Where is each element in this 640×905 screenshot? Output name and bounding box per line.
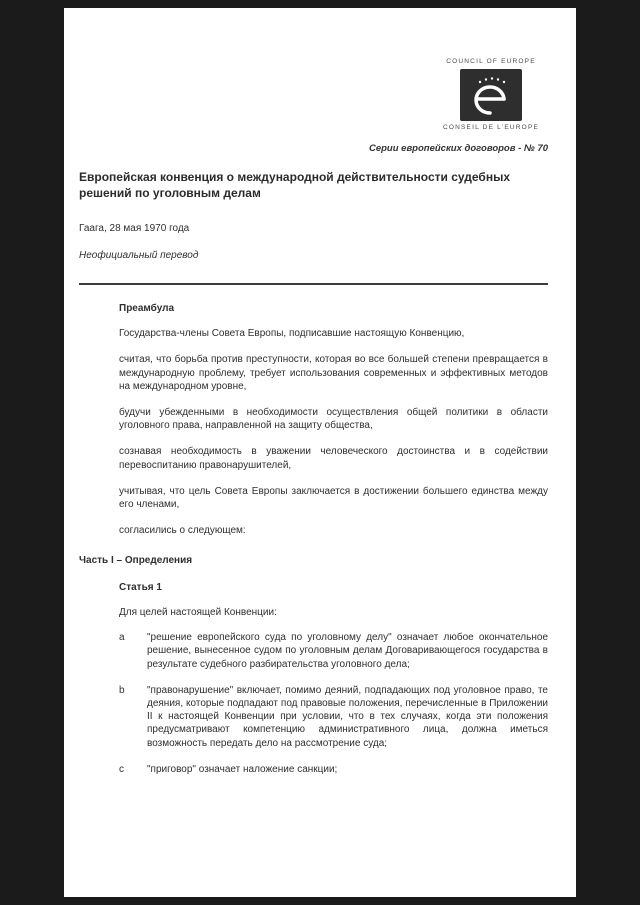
council-of-europe-logo-block [436,58,546,131]
article1-heading: Статья 1 [119,582,162,594]
definition-item-c [119,763,548,776]
article1-section [119,582,548,776]
preamble-paragraph: согласились о следующем: [119,525,246,537]
header-divider [79,283,548,285]
translation-note: Неофициальный перевод [79,250,199,262]
item-letter: b [119,684,125,696]
council-of-europe-emblem-icon [460,69,522,121]
preamble-paragraph: учитывая, что цель Совета Европы заключается в достижении большего единства между его членами, [119,485,548,510]
preamble-section [119,303,548,537]
treaty-series-label: Серии европейских договоров - № 70 [368,143,548,154]
item-letter: c [119,763,124,775]
conseil-de-leurope-label: CONSEIL DE L'EUROPE [442,124,540,131]
preamble-paragraph: сознавая необходимость в уважении человеческого достоинства и в содействии перевоспитанию правонарушителей, [119,446,548,471]
place-date-line: Гаага, 28 мая 1970 года [79,223,190,235]
preamble-paragraph: будучи убежденными в необходимости осуществления общей политики в области уголовного права, направленной на защиту общества, [119,406,548,432]
article1-intro: Для целей настоящей Конвенции: [119,607,277,619]
preamble-paragraph: считая, что борьба против преступности, которая во все большей степени превращается в международную проблему, требует использования современных и эффективных методов на международном уровне, [119,354,548,392]
definition-item-b [119,684,548,750]
preamble-heading: Преамбула [119,303,175,315]
item-text: "правонарушение" включает, помимо деяний, подпадающих под уголовное право, те деяния, которые подпадают под правовые положения, перечисленные в Приложении II к настоящей Конвенции при условии, что в тех случаях, когда эти положения предусматривают компетенцию административного лица, должна иметься возможность передать дело на рассмотрение суда; [147,684,548,749]
item-text: "решение европейского суда по уголовному делу" означает любое окончательное решение, вынесенное судом по уголовным делам Договаривающегося государства в результате судебного разбирательства уголовного дела; [147,632,548,670]
document-title: Европейская конвенция о международной действительности судебных решений по уголовным делам [79,170,510,200]
document-page [64,8,576,897]
definition-item-a [119,631,548,671]
preamble-paragraph: Государства-члены Совета Европы, подписавшие настоящую Конвенцию, [119,328,465,340]
item-text: "приговор" означает наложение санкции; [147,763,338,775]
part1-heading: Часть I – Определения [79,555,193,567]
council-of-europe-label: COUNCIL OF EUROPE [446,58,536,65]
item-letter: a [119,632,125,644]
